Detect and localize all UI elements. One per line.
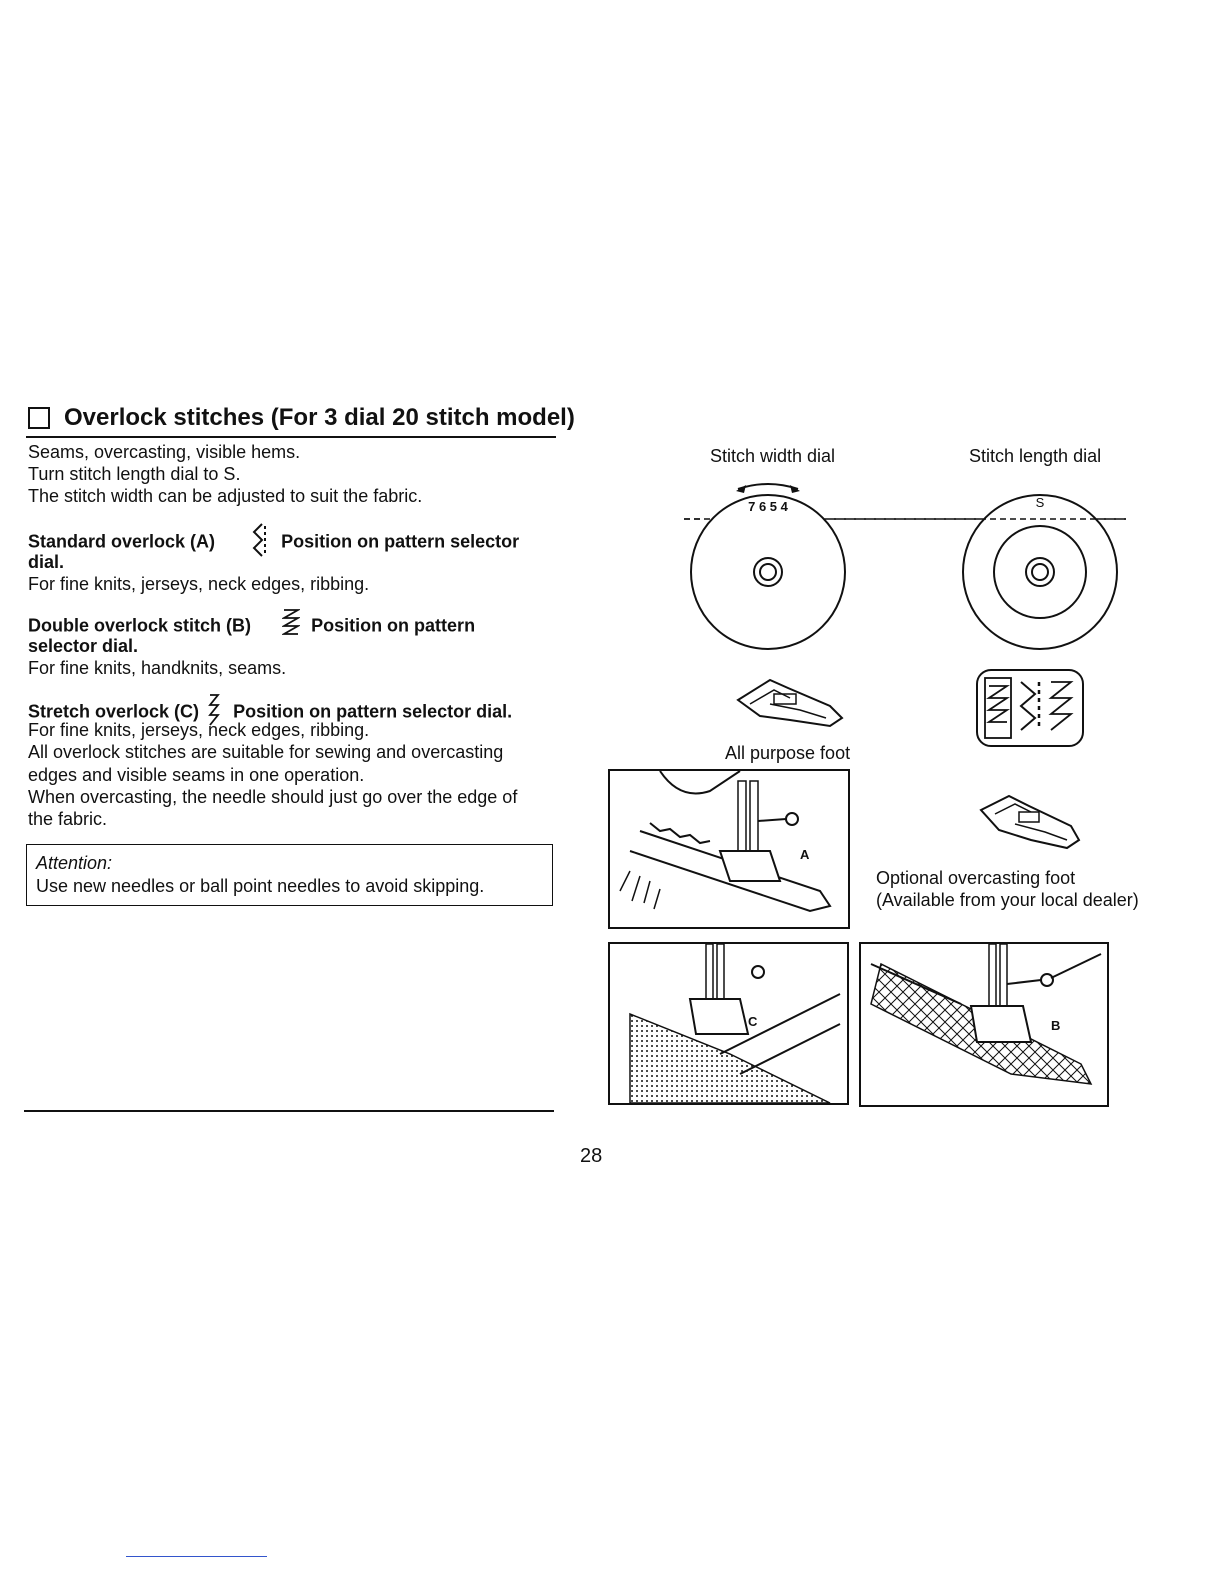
stretch-body: For fine knits, jerseys, neck edges, ribbing. [28,720,370,740]
footer-rule [126,1556,267,1557]
double-dial: selector dial. [28,636,139,656]
stitch-width-dial [684,484,845,649]
standard-position: Position on pattern selector [281,531,520,552]
attention-box [26,844,553,906]
standard-dial: dial. [28,552,65,572]
stitch-b-icon [282,606,300,647]
attention-body: Use new needles or ball point needles to avoid skipping. [36,876,485,896]
optional-foot-label-1: Optional overcasting foot [876,868,1076,888]
pattern-selector-icon [975,668,1085,748]
panel-b-label: B [1051,1018,1061,1033]
standard-overlock-heading [28,522,519,563]
double-body: For fine knits, handknits, seams. [28,658,287,678]
stitch-width-label: Stitch width dial [710,446,836,466]
stretch-body: All overlock stitches are suitable for sewing and overcasting [28,742,504,762]
optional-foot-label-2: (Available from your local dealer) [876,890,1139,910]
checkbox-icon [28,407,50,429]
intro-line: Seams, overcasting, visible hems. [28,442,301,462]
double-title: Double overlock stitch (B) [28,615,252,636]
page-number: 28 [580,1145,603,1167]
illustration-panel-c [608,942,849,1105]
stretch-body: the fabric. [28,809,108,829]
length-dial-mark: S [1035,495,1045,510]
stitch-length-label: Stitch length dial [969,446,1102,466]
panel-c-label: C [748,1014,758,1029]
bottom-rule [24,1110,554,1112]
section-heading [28,404,575,432]
panel-a-label: A [800,847,810,862]
stitch-a-icon [250,522,270,563]
illustration-panel-a [608,769,850,929]
intro-line: Turn stitch length dial to S. [28,464,241,484]
standard-title: Standard overlock (A) [28,531,216,552]
stretch-body: edges and visible seams in one operation. [28,765,365,785]
section-title: Overlock stitches (For 3 dial 20 stitch model) [64,404,575,431]
dials-illustration [680,475,1130,660]
standard-body: For fine knits, jerseys, neck edges, ribbing. [28,574,370,594]
double-position: Position on pattern [311,615,476,636]
stretch-position: Position on pattern selector dial. [233,701,513,722]
stitch-length-dial [963,495,1117,649]
overcasting-foot-icon [975,790,1085,860]
width-dial-numbers: 7 6 5 4 [748,499,788,514]
all-purpose-foot-label: All purpose foot [725,743,851,763]
stretch-title: Stretch overlock (C) [28,701,200,722]
intro-line: The stitch width can be adjusted to suit the fabric. [28,486,423,506]
all-purpose-foot-icon [730,670,850,740]
illustration-panel-b [859,942,1109,1107]
stretch-body: When overcasting, the needle should just go over the edge of [28,787,518,807]
attention-title: Attention: [36,853,113,873]
heading-rule [26,436,556,438]
